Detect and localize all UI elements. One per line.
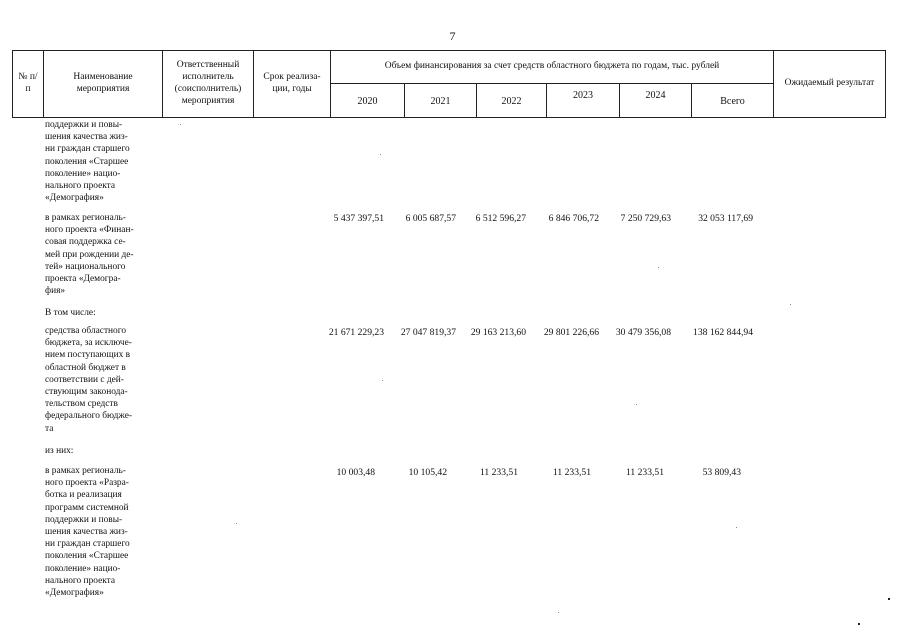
row-1-value-total: 32 053 117,69 [698,213,753,224]
scan-speck [380,154,381,155]
row-1-value-2021: 6 005 687,57 [405,213,456,224]
row-1-value-2024: 7 250 729,63 [620,213,671,224]
row-0-text: поддержки и повы- шения качества жиз- ни граждан старшего поколения «Старшее поколение» нацио- нального проекта «Демография» [45,120,130,204]
header-year-2024: 2024 [620,84,692,118]
row-5-value-2022: 11 233,51 [479,467,518,478]
row-5-value-total: 53 809,43 [702,467,741,478]
scan-speck [658,267,659,268]
scan-speck [888,598,890,600]
row-1-value-2020: 5 437 397,51 [333,213,384,224]
row-3-text: средства областного бюджета, за исключе- нием поступающих в областной бюджет в соответствии с дей- ствующим законода- тельством средств федерального бюдже- та [45,326,132,434]
row-3-value-2023: 29 801 226,66 [543,327,599,338]
row-5-value-2020: 10 003,48 [336,467,375,478]
table-header [12,50,886,118]
row-1-value-2022: 6 512 596,27 [475,213,526,224]
scan-speck [236,523,237,524]
header-total: Всего [692,84,774,118]
row-5-value-2021: 10 105,42 [408,467,447,478]
header-year-2022: 2022 [477,84,547,118]
header-num: № п/п [13,51,44,117]
row-4-text: из них: [45,446,74,456]
header-year-2023: 2023 [547,84,620,118]
scan-speck [790,304,791,305]
scan-speck [558,612,559,613]
header-period: Срок реализа-ции, годы [254,51,331,117]
row-5-text: в рамках региональ- ного проекта «Разра- ботка и реализация программ системной поддержки и повы- шения качества жиз- ни граждан старшего поколения «Старшее поколение» нацио- нального проекта «Демография» [45,466,130,599]
scan-speck [858,623,860,625]
header-result: Ожидаемый результат [784,78,875,89]
header-year-2020: 2020 [331,84,405,118]
row-3-value-2020: 21 671 229,23 [328,327,384,338]
scan-speck [382,380,383,381]
scan-speck [736,527,737,528]
row-3-value-2022: 29 163 213,60 [470,327,526,338]
row-3-value-2021: 27 047 819,37 [400,327,456,338]
row-5-value-2024: 11 233,51 [625,467,664,478]
page-number: 7 [449,29,456,43]
row-1-text: в рамках региональ- ного проекта «Финан- совая поддержка се- мей при рождении де- тей» национального проекта «Демогра- фия» [45,213,134,297]
header-name: Наименование мероприятия [44,51,163,117]
row-1-value-2023: 6 846 706,72 [548,213,599,224]
header-funding: Объем финансирования за счет средств областного бюджета по годам, тыс. рублей [331,51,774,84]
row-3-value-2024: 30 479 356,08 [615,327,671,338]
scan-speck [636,404,637,405]
row-5-value-2023: 11 233,51 [552,467,591,478]
header-responsible: Ответственный исполнитель (соисполнитель) мероприятия [163,51,254,117]
header-year-2021: 2021 [405,84,477,118]
row-3-value-total: 138 162 844,94 [693,327,753,338]
row-2-text: В том числе: [45,308,96,318]
scan-speck [180,124,181,125]
